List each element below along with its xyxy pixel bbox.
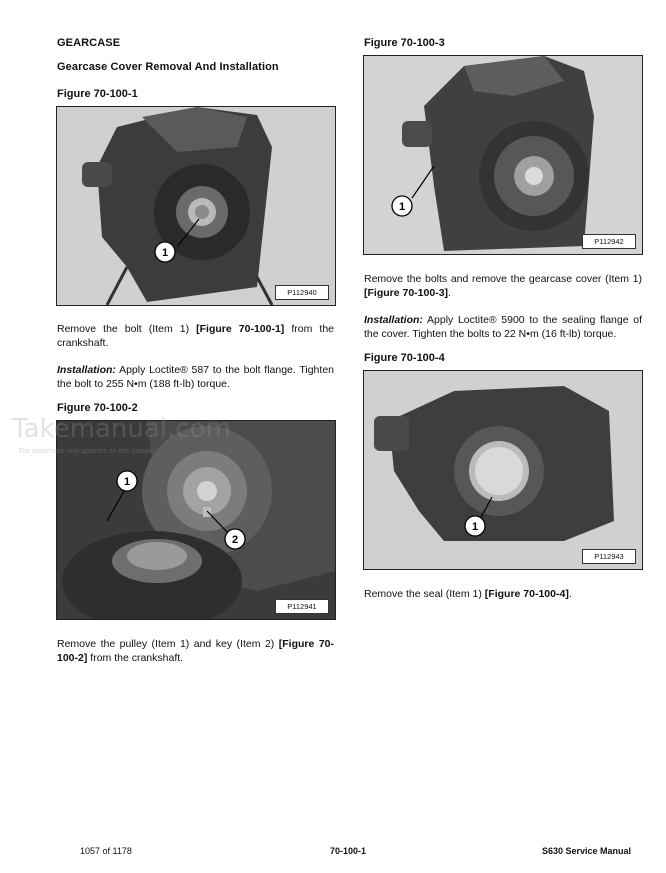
figure-4-photo-id: P112943 [582, 549, 636, 564]
paragraph-install-bolt: Installation: Apply Loctite® 587 to the bolt flange. Tighten the bolt to 255 N•m (188 ft-lb) torque. [57, 364, 334, 390]
figure-2-photo-id: P112941 [275, 599, 329, 614]
figure-1-photo [56, 106, 336, 306]
paragraph-install-cover: Installation: Apply Loctite® 5900 to the sealing flange of the cover. Tighten the bolts to 22 N•m (16 ft-lb) torque. [364, 314, 642, 340]
figure-3-callout-1-label: 1 [398, 201, 406, 213]
figure-1-photo-id: P112940 [275, 285, 329, 300]
figure-1-callout-1-label: 1 [161, 247, 169, 259]
footer-page-number: 70-100-1 [330, 846, 367, 856]
footer-manual-title: S630 Service Manual [542, 846, 632, 856]
watermark: Takemanual.com [12, 414, 231, 444]
section-title: GEARCASE [57, 37, 121, 49]
figure-2-title: Figure 70-100-2 [57, 402, 138, 414]
paragraph-remove-pulley: Remove the pulley (Item 1) and key (Item 2) [Figure 70-100-2] from the crankshaft. [57, 638, 334, 664]
paragraph-remove-seal: Remove the seal (Item 1) [Figure 70-100-4]. [364, 588, 572, 600]
figure-4-photo [363, 370, 643, 570]
paragraph-remove-cover: Remove the bolts and remove the gearcase cover (Item 1) [Figure 70-100-3]. [364, 273, 642, 299]
subsection-title: Gearcase Cover Removal And Installation [57, 61, 279, 73]
figure-1-title: Figure 70-100-1 [57, 88, 138, 100]
paragraph-remove-bolt: Remove the bolt (Item 1) [Figure 70-100-1] from the crankshaft. [57, 323, 335, 349]
figure-3-photo-id: P112942 [582, 234, 636, 249]
figure-2-callout-1-label: 1 [123, 476, 131, 488]
figure-3-photo [363, 55, 643, 255]
figure-3-title: Figure 70-100-3 [364, 37, 445, 49]
figure-2-callout-2-label: 2 [231, 534, 239, 546]
footer-page-count: 1057 of 1178 [80, 846, 132, 856]
watermark-subtext: The watermark only appears on this sample [18, 448, 154, 455]
figure-4-callout-1-label: 1 [471, 521, 479, 533]
figure-4-title: Figure 70-100-4 [364, 352, 445, 364]
